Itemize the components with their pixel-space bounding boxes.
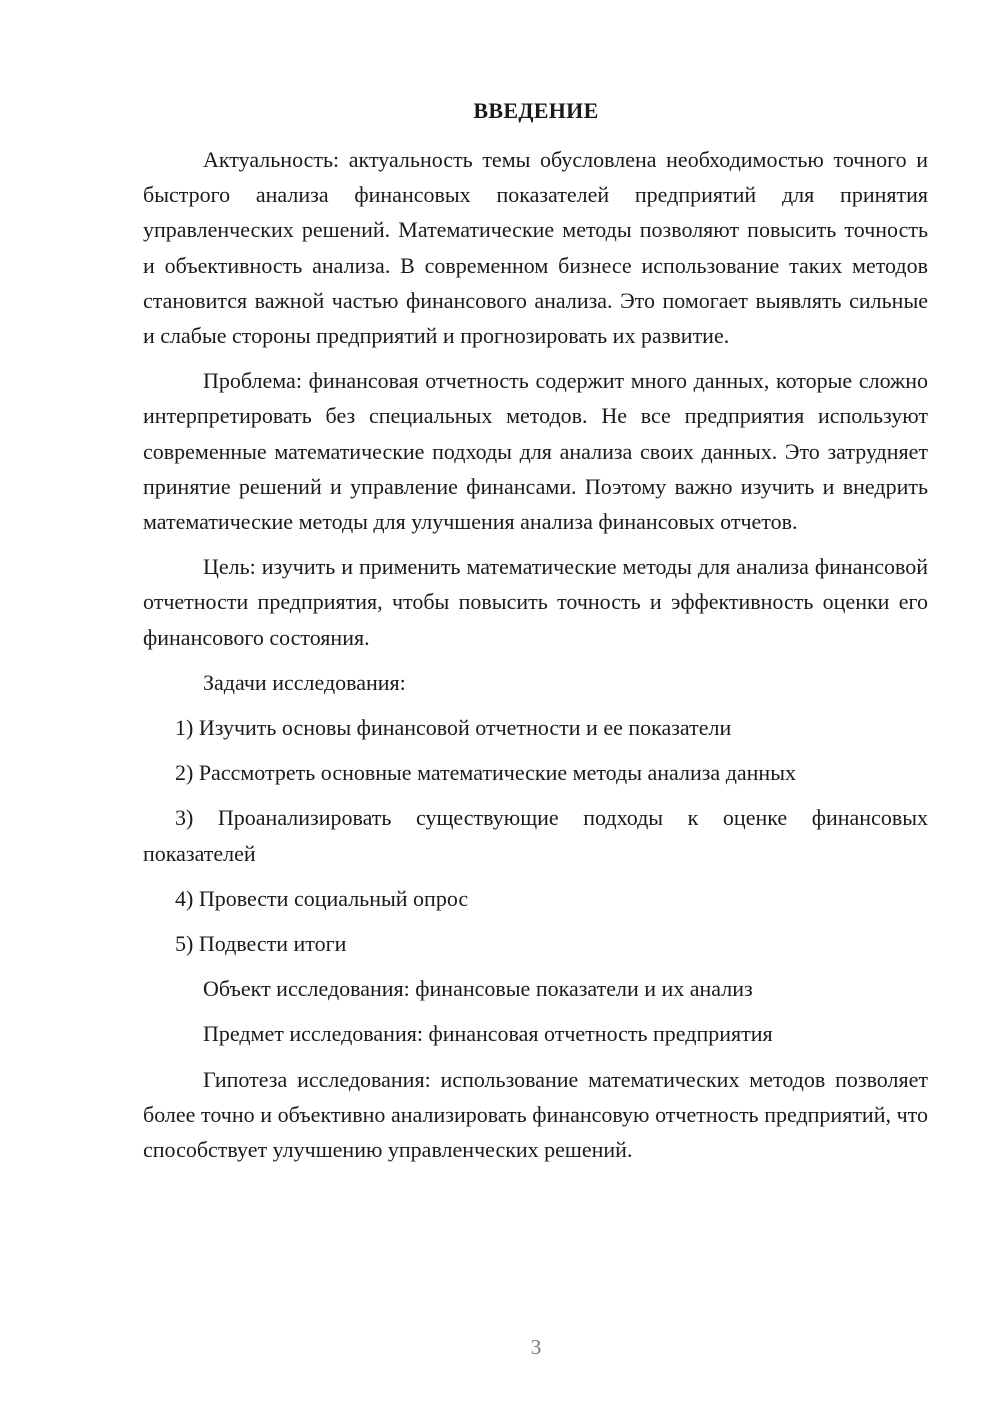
- document-body: [143, 142, 928, 1177]
- list-item: 2) Рассмотреть основные математические методы анализа данных: [175, 760, 796, 786]
- list-item: 5) Подвести итоги: [175, 931, 347, 957]
- paragraph-problem: Проблема: финансовая отчетность содержит много данных, которые сложно интерпретировать без специальных методов. Не все предприятия используют современные математические подходы для анализа своих данных. Это затрудняет принятие решений и управление финансами. Поэтому важно изучить и внедрить математические методы для улучшения анализа финансовых отчетов.: [143, 368, 928, 535]
- paragraph-goal: Цель: изучить и применить математические методы для анализа финансовой отчетности предприятия, чтобы повысить точность и эффективность оценки его финансового состояния.: [143, 554, 928, 650]
- list-item: 1) Изучить основы финансовой отчетности и ее показатели: [175, 715, 732, 741]
- page-number: 3: [530, 1335, 542, 1359]
- paragraph-object: Объект исследования: финансовые показатели и их анализ: [203, 976, 753, 1002]
- paragraph-hypothesis: Гипотеза исследования: использование математических методов позволяет более точно и объективно анализировать финансовую отчетность предприятий, что способствует улучшению управленческих решений.: [143, 1066, 928, 1163]
- list-item: 4) Провести социальный опрос: [175, 885, 469, 911]
- paragraph-subject: Предмет исследования: финансовая отчетность предприятия: [203, 1021, 773, 1047]
- page-title: ВВЕДЕНИЕ: [473, 98, 599, 123]
- tasks-heading: Задачи исследования:: [203, 669, 406, 695]
- paragraph-relevance: Актуальность: актуальность темы обусловлена необходимостью точного и быстрого анализа финансовых показателей предприятий для принятия управленческих решений. Математические методы позволяют повысить точность и объективность анализа. В современном бизнесе использование таких методов становится важной частью финансового анализа. Это помогает выявлять сильные и слабые стороны предприятий и прогнозировать их развитие.: [143, 147, 928, 349]
- list-item: 3) Проанализировать существующие подходы к оценке финансовых показателей: [143, 805, 928, 866]
